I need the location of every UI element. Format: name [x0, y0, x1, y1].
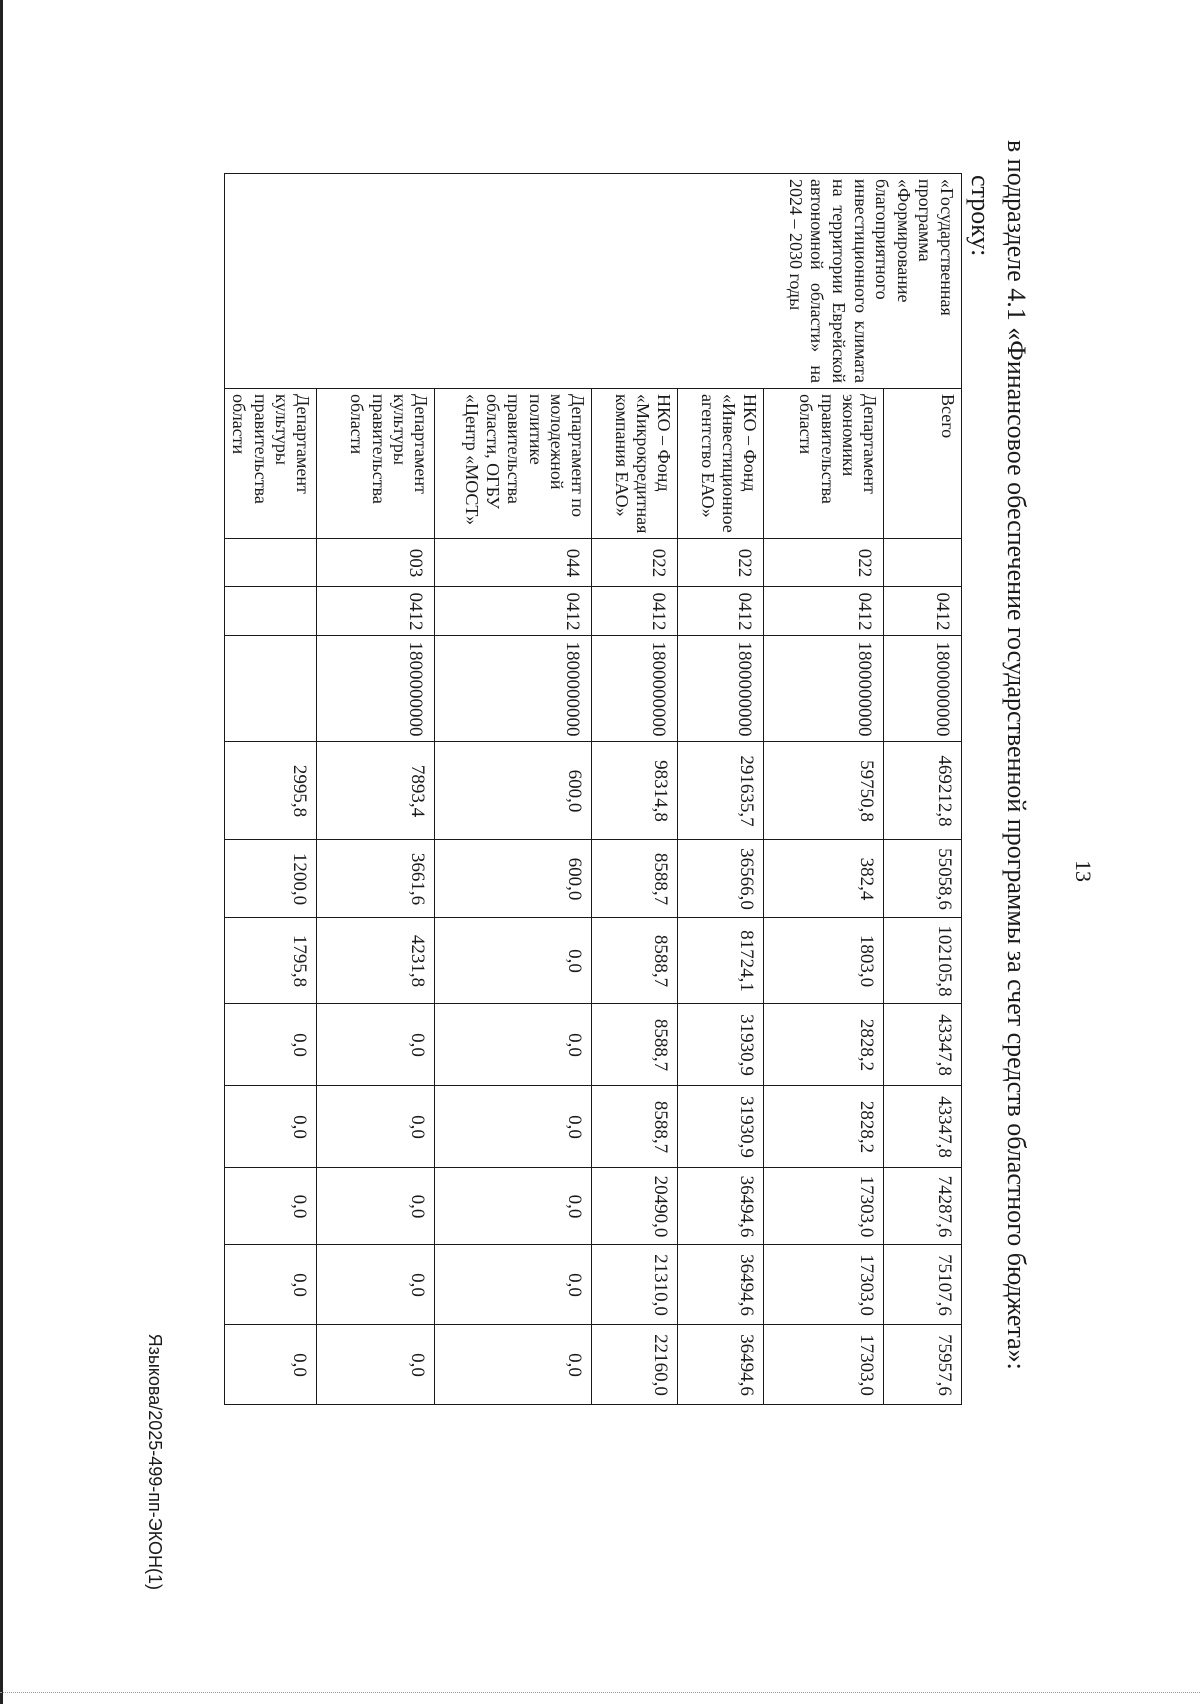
csr-code-cell: 1800000000 — [884, 636, 962, 742]
grbs-code-cell: 003 — [317, 539, 435, 587]
amount-cell: 8588,7 — [592, 1004, 678, 1086]
amount-cell: 36494,6 — [678, 1325, 764, 1405]
amount-cell: 0,0 — [435, 1245, 592, 1325]
intro-text: в подразделе 4.1 «Финансовое обеспечение государственной программы за счет средств областного бюджета»: — [1002, 140, 1031, 1370]
amount-cell: 4231,8 — [317, 918, 435, 1004]
csr-code-cell: 1800000000 — [435, 636, 592, 742]
executor-cell: Всего — [884, 389, 962, 539]
amount-cell: 600,0 — [435, 742, 592, 840]
amount-cell: 55058,6 — [884, 840, 962, 918]
csr-code-cell: 1800000000 — [678, 636, 764, 742]
rotated-sheet — [120, 70, 1120, 1670]
amount-cell: 0,0 — [435, 918, 592, 1004]
amount-cell: 17303,0 — [764, 1245, 884, 1325]
amount-cell: 0,0 — [317, 1086, 435, 1168]
amount-cell: 0,0 — [317, 1004, 435, 1086]
amount-cell: 382,4 — [764, 840, 884, 918]
amount-cell: 0,0 — [225, 1086, 317, 1168]
rzpr-code-cell: 0412 — [678, 587, 764, 636]
executor-cell: НКО – Фонд «Инвестиционное агентство ЕАО» — [678, 389, 764, 539]
amount-cell: 36566,0 — [678, 840, 764, 918]
amount-cell: 31930,9 — [678, 1004, 764, 1086]
grbs-code-cell — [225, 539, 317, 587]
amount-cell: 8588,7 — [592, 840, 678, 918]
amount-cell: 0,0 — [317, 1245, 435, 1325]
amount-cell: 1803,0 — [764, 918, 884, 1004]
amount-cell: 7893,4 — [317, 742, 435, 840]
amount-cell: 74287,6 — [884, 1168, 962, 1245]
amount-cell: 20490,0 — [592, 1168, 678, 1245]
amount-cell: 469212,8 — [884, 742, 962, 840]
grbs-code-cell: 022 — [592, 539, 678, 587]
amount-cell: 75107,6 — [884, 1245, 962, 1325]
grbs-code-cell: 022 — [764, 539, 884, 587]
amount-cell: 43347,8 — [884, 1086, 962, 1168]
amount-cell: 0,0 — [435, 1325, 592, 1405]
rzpr-code-cell: 0412 — [317, 587, 435, 636]
amount-cell: 0,0 — [225, 1168, 317, 1245]
executor-cell: Департамент по молодежной политике правительства области, ОГБУ «Центр «МОСТ» — [435, 389, 592, 539]
amount-cell: 22160,0 — [592, 1325, 678, 1405]
csr-code-cell — [225, 636, 317, 742]
amount-cell: 0,0 — [225, 1004, 317, 1086]
amount-cell: 36494,6 — [678, 1245, 764, 1325]
amount-cell: 0,0 — [225, 1325, 317, 1405]
amount-cell: 31930,9 — [678, 1086, 764, 1168]
amount-cell: 98314,8 — [592, 742, 678, 840]
executor-cell: Департамент экономики правительства области — [764, 389, 884, 539]
rzpr-code-cell: 0412 — [435, 587, 592, 636]
rzpr-code-cell: 0412 — [764, 587, 884, 636]
grbs-code-cell: 044 — [435, 539, 592, 587]
scan-left-edge — [0, 0, 3, 1704]
amount-cell: 81724,1 — [678, 918, 764, 1004]
amount-cell: 21310,0 — [592, 1245, 678, 1325]
amount-cell: 3661,6 — [317, 840, 435, 918]
amount-cell: 8588,7 — [592, 1086, 678, 1168]
amount-cell: 1200,0 — [225, 840, 317, 918]
amount-cell: 291635,7 — [678, 742, 764, 840]
amount-cell: 17303,0 — [764, 1168, 884, 1245]
amount-cell: 2828,2 — [764, 1004, 884, 1086]
scan-bottom-edge — [0, 1692, 1200, 1694]
amount-cell: 1795,8 — [225, 918, 317, 1004]
amount-cell: 75957,6 — [884, 1325, 962, 1405]
csr-code-cell: 1800000000 — [764, 636, 884, 742]
executor-cell: Департамент культуры правительства области — [225, 389, 317, 539]
amount-cell: 0,0 — [225, 1245, 317, 1325]
amount-cell: 36494,6 — [678, 1168, 764, 1245]
amount-cell: 0,0 — [435, 1168, 592, 1245]
amount-cell: 2828,2 — [764, 1086, 884, 1168]
amount-cell: 600,0 — [435, 840, 592, 918]
page-number: 13 — [1071, 860, 1096, 882]
amount-cell: 0,0 — [317, 1325, 435, 1405]
budget-table — [224, 173, 962, 1405]
amount-cell: 2995,8 — [225, 742, 317, 840]
amount-cell: 0,0 — [435, 1086, 592, 1168]
amount-cell: 43347,8 — [884, 1004, 962, 1086]
amount-cell: 8588,7 — [592, 918, 678, 1004]
csr-code-cell: 1800000000 — [317, 636, 435, 742]
amount-cell: 17303,0 — [764, 1325, 884, 1405]
program-name-cell: «Государственная программа «Формирование благоприятного инвестиционного климата на территории Еврейской автономной области» на 2024 – 2030 годы — [225, 174, 962, 389]
intro-text-continued: строку: — [966, 175, 995, 257]
amount-cell: 102105,8 — [884, 918, 962, 1004]
amount-cell: 0,0 — [435, 1004, 592, 1086]
document-signature: Языкова/2025-499-пп-ЭКОН(1) — [145, 1333, 165, 1590]
grbs-code-cell — [884, 539, 962, 587]
amount-cell: 0,0 — [317, 1168, 435, 1245]
rzpr-code-cell: 0412 — [592, 587, 678, 636]
rzpr-code-cell — [225, 587, 317, 636]
table-row — [884, 174, 962, 1405]
amount-cell: 59750,8 — [764, 742, 884, 840]
grbs-code-cell: 022 — [678, 539, 764, 587]
executor-cell: НКО – Фонд «Микрокредитная компания ЕАО» — [592, 389, 678, 539]
rzpr-code-cell: 0412 — [884, 587, 962, 636]
executor-cell: Департамент культуры правительства области — [317, 389, 435, 539]
csr-code-cell: 1800000000 — [592, 636, 678, 742]
